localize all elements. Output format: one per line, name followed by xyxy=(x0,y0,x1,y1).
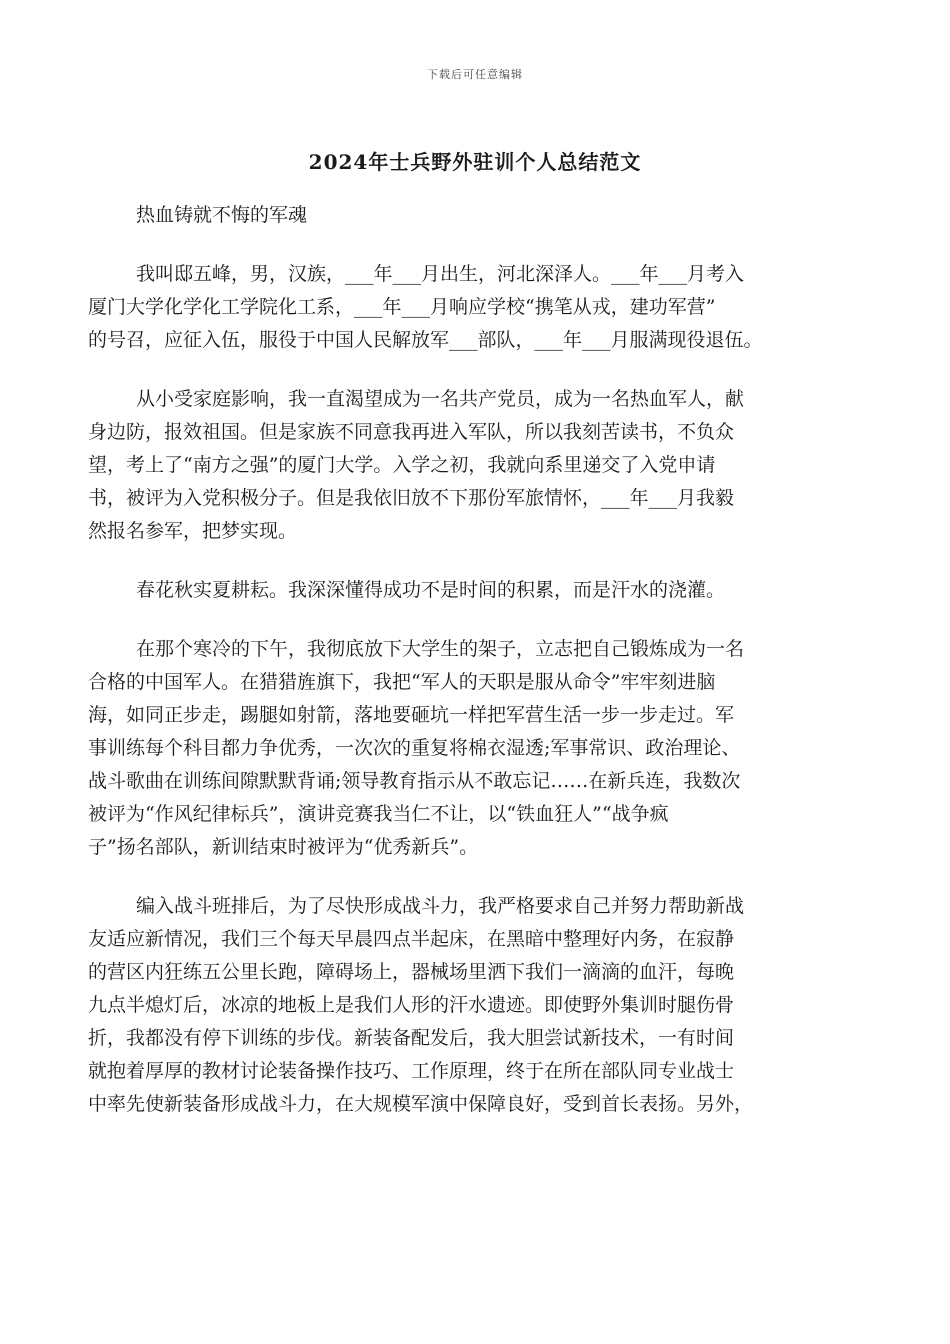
paragraph xyxy=(88,258,863,357)
document-title: 2024年士兵野外驻训个人总结范文 xyxy=(308,150,642,174)
paragraph-line: 望，考上了“南方之强”的厦门大学。入学之初，我就向系里递交了入党申请 xyxy=(88,454,716,476)
paragraph-line: 中率先使新装备形成战斗力，在大规模军演中保障良好，受到首长表扬。另外， xyxy=(88,1093,754,1115)
paragraph-line: 就抱着厚厚的教材讨论装备操作技巧、工作原理，终于在所在部队同专业战士 xyxy=(88,1060,735,1082)
paragraph-line: 从小受家庭影响，我一直渴望成为一名共产党员，成为一名热血军人，献 xyxy=(136,388,745,410)
paragraph-line: 海，如同正步走，踢腿如射箭，落地要砸坑一样把军营生活一步一步走过。军 xyxy=(88,704,735,726)
paragraph-line: 厦门大学化学化工学院化工系，___年___月响应学校“携笔从戎，建功军营” xyxy=(88,296,716,318)
paragraph-line: 的号召，应征入伍，服役于中国人民解放军___部队，___年___月服满现役退伍。 xyxy=(88,329,763,351)
paragraph-line: 战斗歌曲在训练间隙默默背诵;领导教育指示从不敢忘记……在新兵连，我数次 xyxy=(88,770,741,792)
paragraph xyxy=(88,890,863,1121)
paragraph-line: 的营区内狂练五公里长跑，障碍场上，器械场里洒下我们一滴滴的血汗，每晚 xyxy=(88,961,735,983)
paragraph-line: 子”扬名部队，新训结束时被评为“优秀新兵”。 xyxy=(88,836,479,858)
document-body xyxy=(88,258,863,1121)
document-subtitle: 热血铸就不悔的军魂 xyxy=(136,204,308,226)
paragraph-line: 身边防，报效祖国。但是家族不同意我再进入军队，所以我刻苦读书，不负众 xyxy=(88,421,735,443)
paragraph xyxy=(88,574,863,607)
paragraph-line: 然报名参军，把梦实现。 xyxy=(88,520,298,542)
paragraph-line: 事训练每个科目都力争优秀，一次次的重复将棉衣湿透;军事常识、政治理论、 xyxy=(88,737,741,759)
paragraph-line: 友适应新情况，我们三个每天早晨四点半起床，在黑暗中整理好内务，在寂静 xyxy=(88,928,735,950)
paragraph-line: 合格的中国军人。在猎猎旌旗下，我把“军人的天职是服从命令”牢牢刻进脑 xyxy=(88,671,716,693)
paragraph-line: 在那个寒冷的下午，我彻底放下大学生的架子，立志把自己锻炼成为一名 xyxy=(136,638,745,660)
paragraph-line: 被评为“作风纪律标兵”，演讲竞赛我当仁不让，以“铁血狂人”“战争疯 xyxy=(88,803,669,825)
page-header: 下载后可任意编辑 xyxy=(427,68,523,81)
paragraph-line: 春花秋实夏耕耘。我深深懂得成功不是时间的积累，而是汗水的浇灌。 xyxy=(136,579,726,601)
paragraph-line: 折，我都没有停下训练的步伐。新装备配发后，我大胆尝试新技术，一有时间 xyxy=(88,1027,735,1049)
paragraph xyxy=(88,383,863,548)
paragraph-line: 九点半熄灯后，冰凉的地板上是我们人形的汗水遗迹。即使野外集训时腿伤骨 xyxy=(88,994,735,1016)
paragraph-line: 我叫邸五峰，男，汉族，___年___月出生，河北深泽人。___年___月考入 xyxy=(136,263,745,285)
paragraph-line: 书，被评为入党积极分子。但是我依旧放不下那份军旅情怀，___年___月我毅 xyxy=(88,487,735,509)
paragraph-line: 编入战斗班排后，为了尽快形成战斗力，我严格要求自己并努力帮助新战 xyxy=(136,895,745,917)
paragraph xyxy=(88,633,863,864)
